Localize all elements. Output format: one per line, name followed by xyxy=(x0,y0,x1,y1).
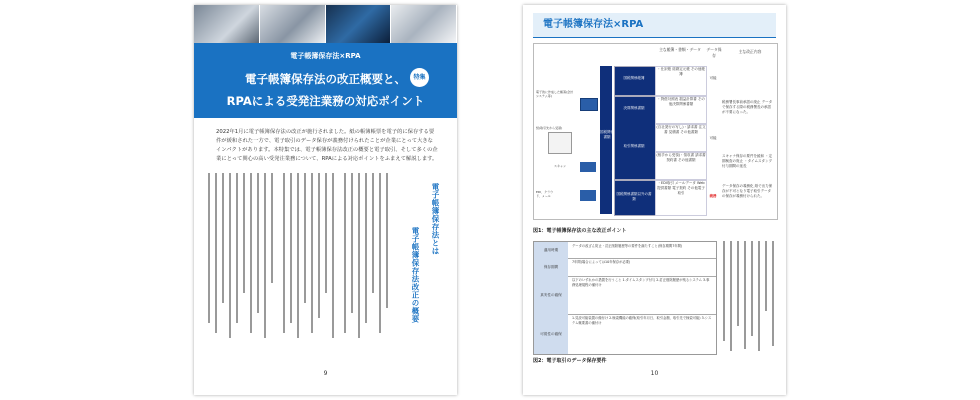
fig1-cell-3: (自社発行の写し)・請求書 注文書 見積書 その他書類 xyxy=(655,124,707,152)
page-header-title: 電子帳簿保存法×RPA xyxy=(543,19,644,30)
edi-computer-icon xyxy=(580,190,596,201)
fig1-left-label-3: スキャン xyxy=(554,164,567,168)
table-row-label: 適用時期 xyxy=(534,242,568,258)
table-row-label: 保存期間 xyxy=(534,258,568,276)
fig1-col-head-1: 主な帳簿・書類・データ xyxy=(659,47,701,52)
figure-1-caption: 図1：電子帳簿保存法の主な改正ポイント xyxy=(533,228,627,234)
monitor-icon xyxy=(580,98,598,111)
table-row-text: 1.見読可能装置の備付け 2.検索機能の確保(取引年月日、取引金額、取引先で検索可能) 3.システム概要書の備付け xyxy=(572,316,712,325)
fig1-block-1: 国税関係帳簿 xyxy=(623,76,645,80)
fig1-tick-3: 義務 xyxy=(709,194,717,198)
fig1-block-5: 国税関係書類以外の書類 xyxy=(616,192,652,201)
fig1-cell-1: ・仕訳帳 総勘定元帳 その他帳簿 xyxy=(655,66,707,96)
fig1-dark-column xyxy=(600,66,612,214)
paper-document-icon xyxy=(548,132,572,154)
table-row-text: 以下のいずれかの措置を行うこと 1.タイムスタンプ付与 2.訂正削除履歴が残るシステム 3.事務処理規程の備付け xyxy=(572,278,710,287)
figure-2-caption: 図2：電子取引のデータ保存要件 xyxy=(533,358,607,364)
section-heading-1: 電子帳簿保存法とは xyxy=(431,183,440,255)
title-line-2: RPAによる受発注業務の対応ポイント xyxy=(226,94,425,108)
figure-2-table xyxy=(533,241,717,355)
intro-paragraph: 2022年1月に電子帳簿保存法の改正が施行されました。紙の帳簿帳票を電子的に保存する要件が緩和された一方で、電子取引のデータ保存が義務付けられたことが企業にとって大きなインパクトがあります。本特集では、電子帳簿保存法改正の概要と電子取引、そして多くの企業にとって関心の高い受発注業務について、RPAによる対応ポイントをふまえて解説します。 xyxy=(216,129,438,162)
fig1-book-block xyxy=(614,66,656,96)
fig1-left-label-2: 紙(取引先から受領) xyxy=(536,126,563,130)
table-row-text: 7年間(場合によっては10年保存が必要) xyxy=(572,260,631,264)
table-row-text: データの改ざん防止・訂正削除履歴等の要件を満たすこと(保存期間7年間) xyxy=(572,244,683,248)
fig1-col-head-3: 主な改正内容 xyxy=(738,49,762,54)
page-9 xyxy=(194,5,457,395)
title-banner xyxy=(194,43,457,118)
page-10 xyxy=(523,5,786,395)
right-vertical-text-columns xyxy=(723,241,779,353)
fig1-block-3: 決算関係書類 xyxy=(623,106,645,110)
photo-laptop xyxy=(194,5,260,43)
fig1-cell-5: ・EDI取引 メールデータ Web提供書類 電子契約 その他電子取引 xyxy=(655,180,707,216)
fig1-block-4: 取引関係書類 xyxy=(623,144,645,148)
fig1-cell-4: (相手から受領)・領収書 請求書 契約書 その他書類 xyxy=(655,152,707,180)
fig1-left-label-4: EDI、クラウド、メール xyxy=(536,190,554,198)
table-row xyxy=(534,276,716,315)
banner-subtitle: 電子帳簿保存法×RPA xyxy=(290,52,361,60)
fig1-left-label-1: 電子的に作成した帳簿(会計システム等) xyxy=(536,90,574,98)
section-heading-2: 電子帳簿保存法改正の概要 xyxy=(411,227,420,323)
vertical-text-columns xyxy=(208,173,394,343)
table-row xyxy=(534,258,716,277)
table-row-label: 真実性の確保 xyxy=(534,276,568,314)
fig1-note-2: スキャナ保存の要件を緩和 ・定期検査の廃止 ・タイムスタンプ付与期間の延長 xyxy=(722,154,773,168)
header-photo-strip xyxy=(194,5,457,43)
fig1-note-1: 税務署長事前承認の廃止 データで保存する際の税務署長の承認が不要になった。 xyxy=(722,100,773,114)
fig1-col-head-2: データ保存 xyxy=(706,47,722,58)
fig1-tick-1: 可能 xyxy=(709,76,717,80)
page-number-left: 9 xyxy=(323,370,328,377)
fig1-tick-2: 可能 xyxy=(709,136,717,140)
fig1-block-2: 国税関係書類 xyxy=(600,130,614,139)
table-row xyxy=(534,242,716,259)
photo-network xyxy=(326,5,392,43)
table-row-label: 可視性の確保 xyxy=(534,314,568,354)
photo-handshake xyxy=(260,5,326,43)
photo-documents xyxy=(391,5,457,43)
figure-1 xyxy=(533,43,778,220)
page-number-right: 10 xyxy=(650,370,659,377)
table-row xyxy=(534,314,716,354)
scanner-icon xyxy=(580,162,596,172)
fig1-note-3: データ保存の義務化 紙で出力保存が不可となり電子取引データの保存が義務付けられた。 xyxy=(722,184,773,198)
fig1-cell-2: ・貸借対照表 損益計算書 その他決算関係書類 xyxy=(655,96,707,124)
feature-badge: 特集 xyxy=(410,68,429,87)
title-line-1: 電子帳簿保存法の改正概要と、 xyxy=(245,72,406,86)
